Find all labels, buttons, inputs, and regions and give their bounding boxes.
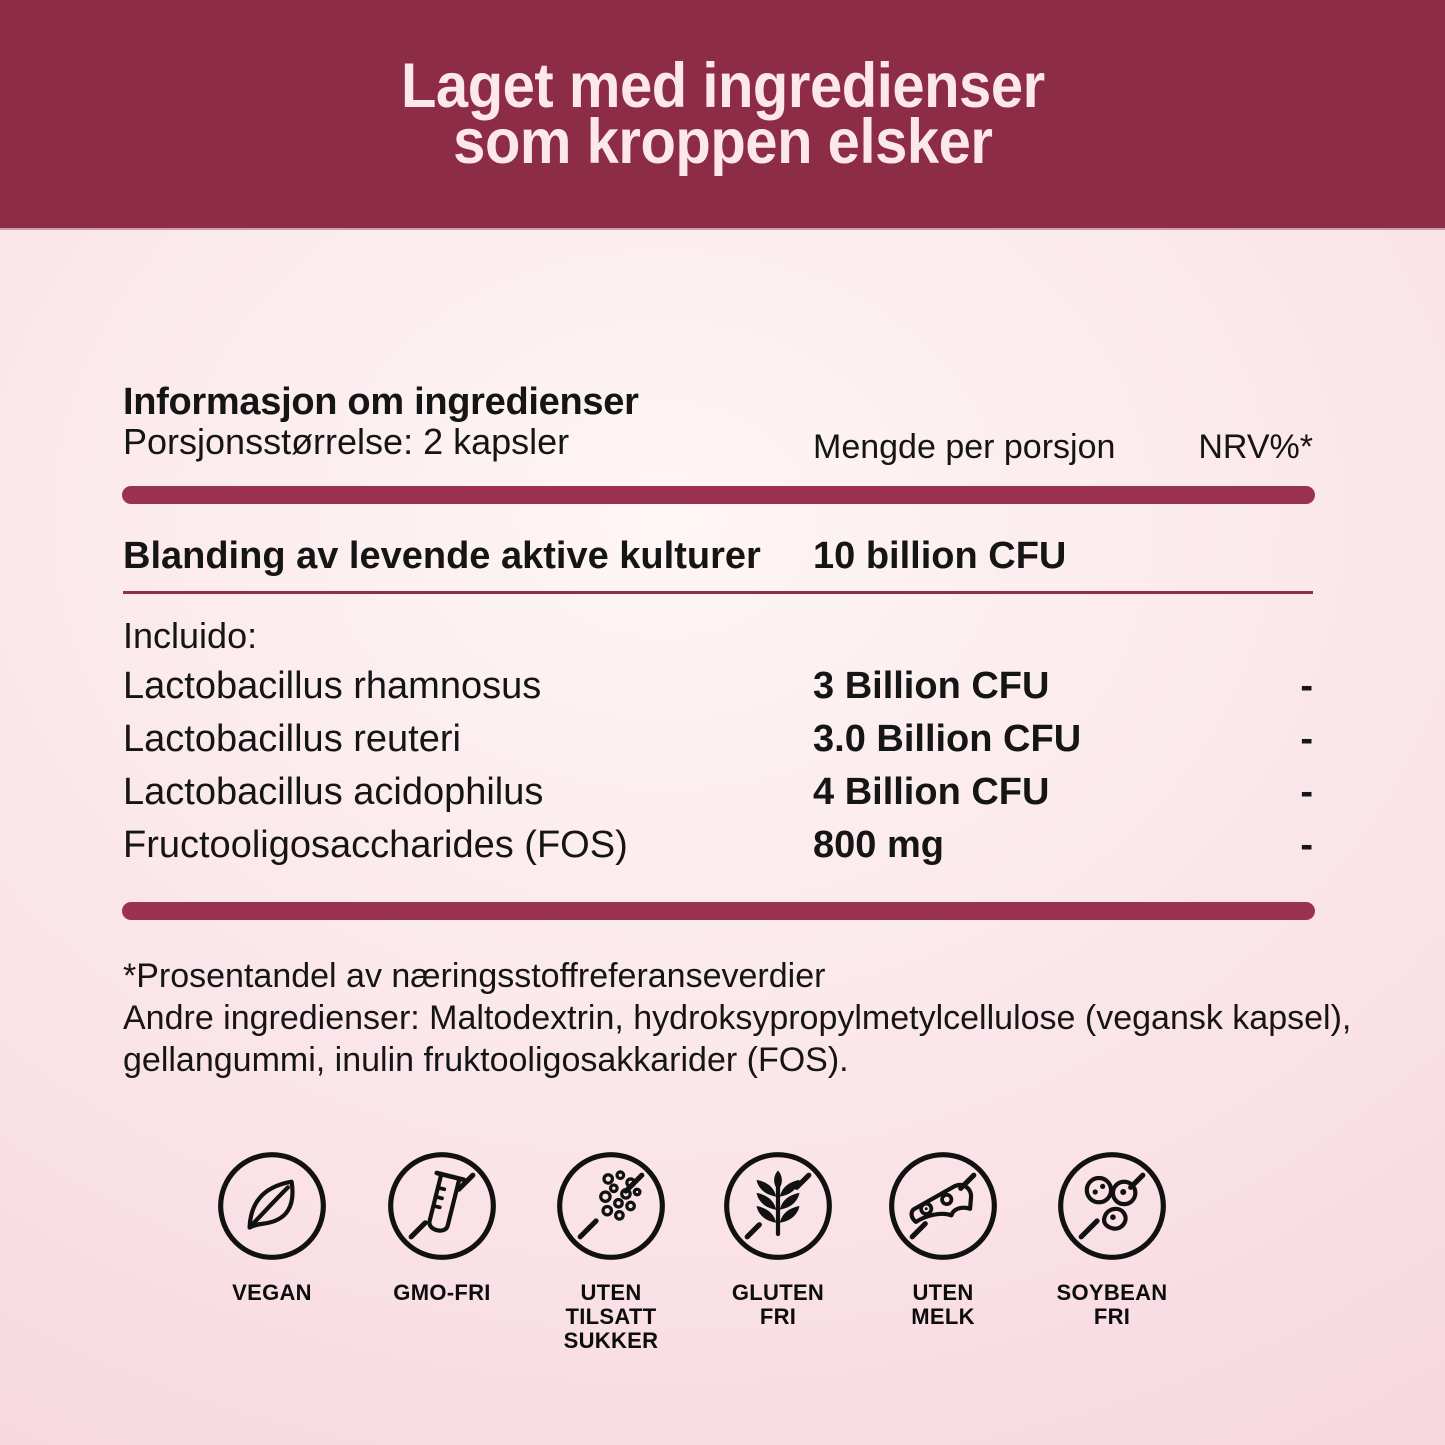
footnotes: [123, 955, 1351, 1081]
column-header-amount: Mengde per porsjon: [813, 428, 1116, 466]
vegan-leaf-icon: [216, 1150, 328, 1262]
banner: [0, 0, 1445, 230]
ingredient-nrv: -: [1300, 665, 1313, 707]
ingredient-amount: 800 mg: [813, 824, 944, 866]
banner-title-line1: Laget med ingredienser: [400, 51, 1045, 121]
badge-label: GLUTEN FRI: [731, 1280, 825, 1329]
table-row-main: [123, 535, 1313, 578]
page-title: [400, 51, 1045, 177]
no-gluten-wheat-icon: [722, 1150, 834, 1262]
badge-label: UTEN MELK: [911, 1280, 975, 1329]
included-label: Incluido:: [123, 615, 258, 656]
badge-gmo-free: [367, 1150, 517, 1305]
badge-gluten-free: [703, 1150, 853, 1329]
badge-soybean-free: [1037, 1150, 1187, 1329]
no-added-sugar-icon: [555, 1150, 667, 1262]
no-soybean-icon: [1056, 1150, 1168, 1262]
ingredient-name: Lactobacillus acidophilus: [123, 771, 544, 813]
badge-label: UTEN TILSATT SUKKER: [563, 1280, 659, 1353]
serving-size-label: Porsjonsstørrelse: 2 kapsler: [123, 421, 570, 462]
badge-label: VEGAN: [232, 1280, 312, 1305]
banner-title-line2: som kroppen elsker: [452, 107, 993, 177]
table-row: [123, 665, 1313, 708]
column-header-nrv: NRV%*: [1198, 428, 1313, 466]
ingredient-amount: 3.0 Billion CFU: [813, 718, 1082, 760]
no-gmo-test-tube-icon: [386, 1150, 498, 1262]
ingredient-nrv: -: [1300, 771, 1313, 813]
table-column-headers: [123, 428, 1313, 467]
badge-label: SOYBEAN FRI: [1056, 1280, 1168, 1329]
no-milk-cheese-icon: [887, 1150, 999, 1262]
section-heading: Informasjon om ingredienser: [123, 381, 639, 423]
divider-thick-bottom: [122, 902, 1315, 920]
ingredient-name: Blanding av levende aktive kulturer: [123, 535, 761, 577]
table-row: [123, 824, 1313, 867]
badge-no-milk: [868, 1150, 1018, 1329]
table-row: [123, 718, 1313, 761]
divider-thin: [123, 591, 1313, 594]
ingredient-amount: 3 Billion CFU: [813, 665, 1050, 707]
badge-no-added-sugar: [536, 1150, 686, 1353]
badge-row: [0, 1150, 1445, 1445]
ingredient-name: Fructooligosaccharides (FOS): [123, 824, 628, 866]
ingredient-amount: 10 billion CFU: [813, 535, 1067, 577]
ingredient-nrv: -: [1300, 824, 1313, 866]
ingredient-amount: 4 Billion CFU: [813, 771, 1050, 813]
footnote-nrv-note: *Prosentandel av næringsstoffreferanseverdier: [123, 957, 826, 995]
footnote-other-ingredients-continued: gellangummi, inulin fruktooligosakkarider (FOS).: [123, 1041, 849, 1079]
ingredient-name: Lactobacillus reuteri: [123, 718, 461, 760]
divider-thick-top: [122, 486, 1315, 504]
footnote-other-ingredients: Andre ingredienser: Maltodextrin, hydroksypropylmetylcellulose (vegansk kapsel),: [123, 999, 1352, 1037]
table-row: [123, 771, 1313, 814]
badge-label: GMO-FRI: [393, 1280, 491, 1305]
badge-vegan: [197, 1150, 347, 1305]
ingredient-name: Lactobacillus rhamnosus: [123, 665, 542, 707]
ingredient-nrv: -: [1300, 718, 1313, 760]
